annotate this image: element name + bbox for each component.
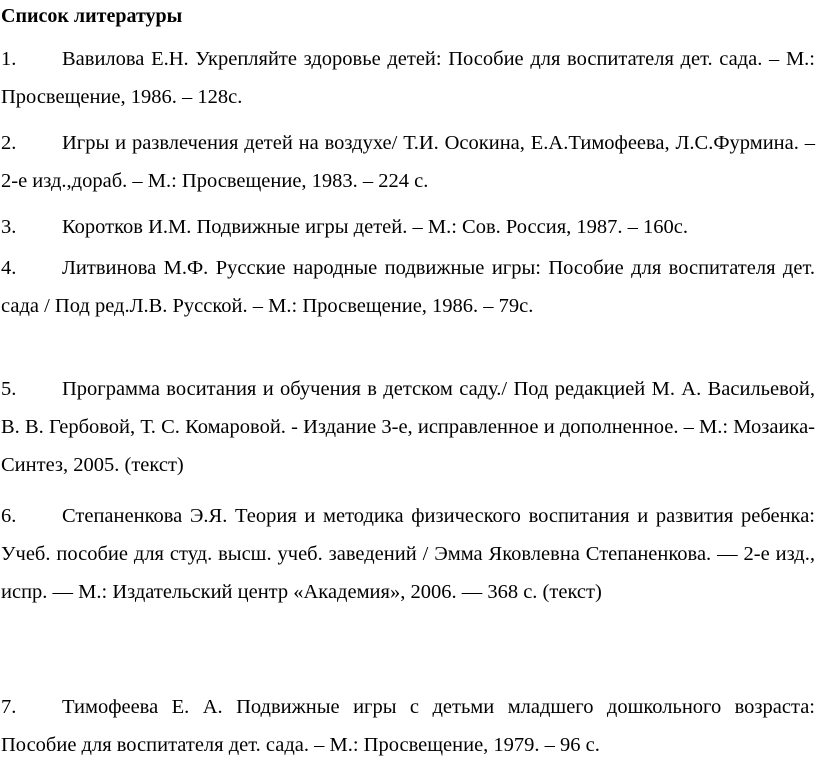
reference-item bbox=[1, 40, 815, 116]
page-title: Список литературы bbox=[1, 5, 183, 27]
reference-number: 7. bbox=[1, 696, 17, 718]
reference-text: Программа воситания и обучения в детском саду./ Под редакцией М. А. Васильевой, В. В. Гербовой, Т. С. Комаровой. - Издание 3-е, исправленное и дополненное. – М.: Мозаика-Синтез, 2005. (текст) bbox=[1, 378, 815, 476]
reference-text: Литвинова М.Ф. Русские народные подвижные игры: Пособие для воспитателя дет. сада / Под ред.Л.В. Русской. – М.: Просвещение, 1986. – 79с. bbox=[1, 257, 815, 317]
reference-item bbox=[1, 688, 815, 764]
reference-text: Вавилова Е.Н. Укрепляйте здоровье детей: Пособие для воспитателя дет. сада. – М.: Просвещение, 1986. – 128с. bbox=[1, 48, 815, 108]
reference-item bbox=[1, 249, 815, 325]
reference-item bbox=[1, 497, 815, 611]
reference-item bbox=[1, 124, 815, 200]
reference-number: 4. bbox=[1, 257, 17, 279]
reference-text: Тимофеева Е. А. Подвижные игры с детьми младшего дошкольного возраста: Пособие для воспитателя дет. сада. – М.: Просвещение, 1979. – 96 с. bbox=[1, 696, 815, 756]
reference-number: 5. bbox=[1, 378, 17, 400]
reference-text: Коротков И.М. Подвижные игры детей. – М.: Сов. Россия, 1987. – 160с. bbox=[62, 216, 688, 238]
reference-number: 1. bbox=[1, 48, 17, 70]
reference-number: 2. bbox=[1, 132, 17, 154]
reference-number: 6. bbox=[1, 505, 17, 527]
reference-item bbox=[1, 208, 815, 246]
reference-item bbox=[1, 370, 815, 484]
reference-number: 3. bbox=[1, 216, 17, 238]
reference-text: Степаненкова Э.Я. Теория и методика физического воспитания и развития ребенка: Учеб. пособие для студ. высш. учеб. заведений / Эмма Яковлевна Степаненкова. — 2-е изд., испр. — М.: Издательский центр «Академия», 2006. — 368 с. (текст) bbox=[1, 505, 815, 603]
reference-text: Игры и развлечения детей на воздухе/ Т.И. Осокина, Е.А.Тимофеева, Л.С.Фурмина. – 2-е изд.,дораб. – М.: Просвещение, 1983. – 224 с. bbox=[1, 132, 815, 192]
